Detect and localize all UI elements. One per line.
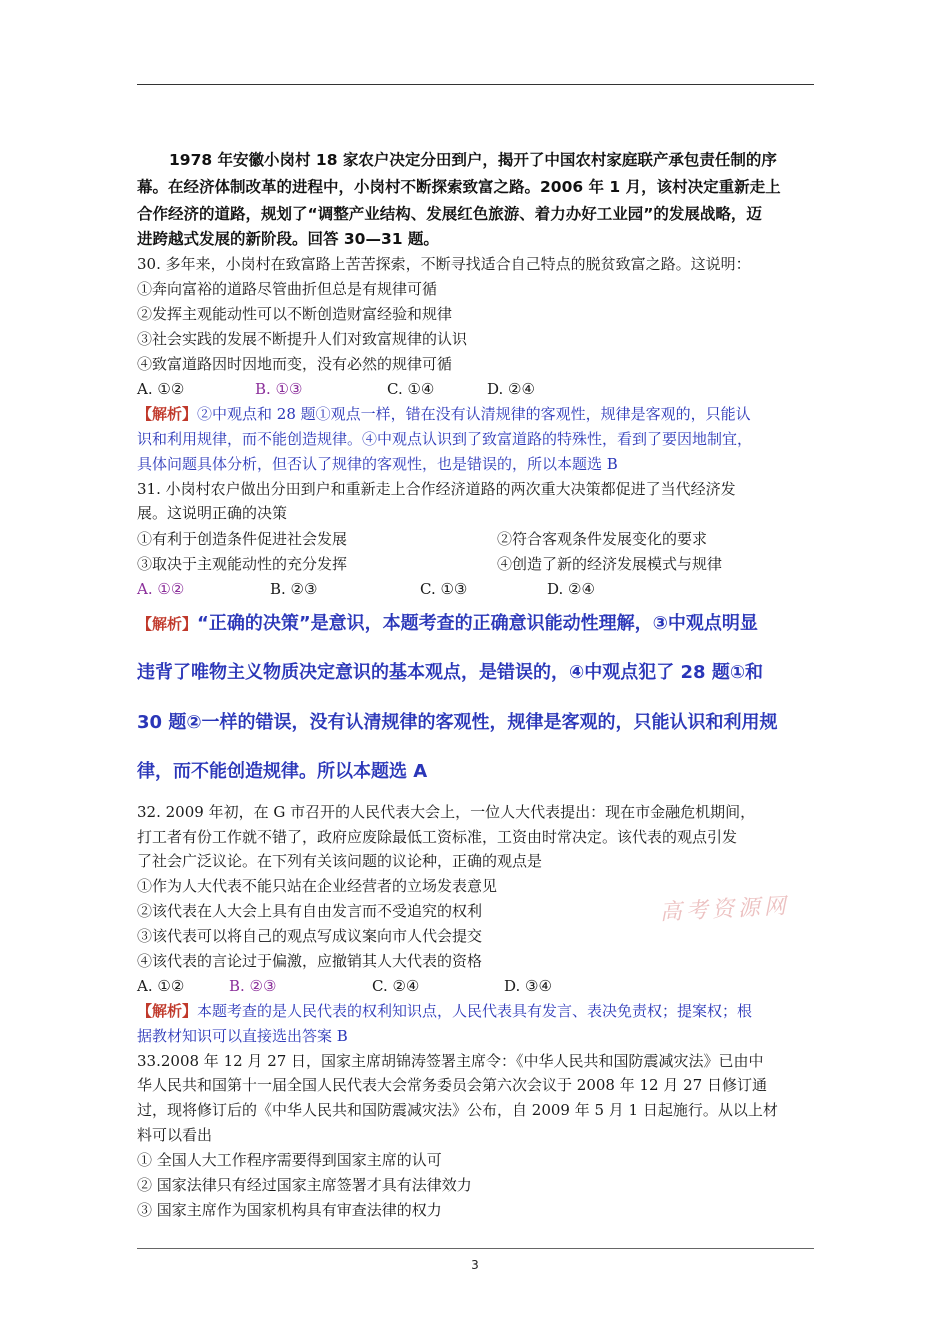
- q31-analysis-line-4: 律，而不能创造规律。所以本题选 A: [137, 761, 428, 782]
- q30-item-3: ③社会实践的发展不断提升人们对致富规律的认识: [137, 330, 468, 348]
- q31-option-d: D. ②④: [547, 580, 595, 598]
- page-number: 3: [471, 1258, 479, 1272]
- q32-item-4: ④该代表的言论过于偏激，应撤销其人大代表的资格: [137, 952, 483, 970]
- intro-line-3: 合作经济的道路，规划了“调整产业结构、发展红色旅游、着力办好工业园”的发展战略，迈: [137, 205, 762, 223]
- q31-analysis-tag: 【解析】: [137, 615, 198, 633]
- watermark-icon: [659, 890, 800, 927]
- q31-item-1: ①有利于创造条件促进社会发展: [137, 530, 348, 548]
- q33-stem-line-1: 33.2008 年 12 月 27 日，国家主席胡锦涛签署主席令：《中华人民共和国防震减灾法》已由中: [137, 1052, 764, 1070]
- q31-stem-line-1: 31. 小岗村农户做出分田到户和重新走上合作经济道路的两次重大决策都促进了当代经济发: [137, 480, 736, 498]
- q31-item-4: ④创造了新的经济发展模式与规律: [497, 555, 723, 573]
- q32-option-b: B. ②③: [229, 977, 277, 995]
- q30-item-1: ①奔向富裕的道路尽管曲折但总是有规律可循: [137, 280, 438, 298]
- q32-analysis-tag: 【解析】: [137, 1002, 198, 1020]
- q32-item-3: ③该代表可以将自己的观点写成议案向市人代会提交: [137, 927, 483, 945]
- q30-option-d: D. ②④: [487, 380, 535, 398]
- q32-option-c: C. ②④: [372, 977, 420, 995]
- q31-option-a: A. ①②: [137, 580, 185, 598]
- q33-stem-line-4: 料可以看出: [137, 1126, 213, 1144]
- q30-analysis-line-2: 识和利用规律，而不能创造规律。④中观点认识到了致富道路的特殊性，看到了要因地制宜，: [137, 430, 753, 448]
- intro-line-4: 进跨越式发展的新阶段。回答 30—31 题。: [137, 230, 439, 248]
- intro-line-1: 1978 年安徽小岗村 18 家农户决定分田到户，揭开了中国农村家庭联产承包责任制的序: [169, 151, 777, 169]
- q31-item-2: ②符合客观条件发展变化的要求: [497, 530, 708, 548]
- q32-stem-line-3: 了社会广泛议论。在下列有关该问题的议论种，正确的观点是: [137, 852, 543, 870]
- intro-line-2: 幕。在经济体制改革的进程中，小岗村不断探索致富之路。2006 年 1 月，该村决定重新走上: [137, 178, 781, 196]
- q32-option-a: A. ①②: [137, 977, 185, 995]
- q33-stem-line-3: 过，现将修订后的《中华人民共和国防震减灾法》公布，自 2009 年 5 月 1 日起施行。从以上材: [137, 1101, 778, 1119]
- q31-analysis-line-1: [137, 612, 758, 636]
- q33-item-3: ③ 国家主席作为国家机构具有审查法律的权力: [137, 1201, 442, 1219]
- q31-item-3: ③取决于主观能动性的充分发挥: [137, 555, 348, 573]
- q33-stem-line-2: 华人民共和国第十一届全国人民代表大会常务委员会第六次会议于 2008 年 12 月 27 日修订通: [137, 1076, 767, 1094]
- q32-item-2: ②该代表在人大会上具有自由发言而不受追究的权利: [137, 902, 483, 920]
- q32-stem-line-2: 打工者有份工作就不错了，政府应废除最低工资标准，工资由时常决定。该代表的观点引发: [137, 828, 738, 846]
- q32-option-d: D. ③④: [504, 977, 552, 995]
- q30-analysis-line-3: 具体问题具体分析，但否认了规律的客观性，也是错误的，所以本题选 B: [137, 455, 618, 473]
- q30-item-4: ④致富道路因时因地而变，没有必然的规律可循: [137, 355, 453, 373]
- q32-analysis-line-2: 据教材知识可以直接选出答案 B: [137, 1027, 348, 1045]
- q30-option-a: A. ①②: [137, 380, 185, 398]
- footer-rule: [137, 1248, 814, 1249]
- q30-stem: 30. 多年来，小岗村在致富路上苦苦探索，不断寻找适合自己特点的脱贫致富之路。这说明：: [137, 255, 751, 273]
- q33-item-1: ① 全国人大工作程序需要得到国家主席的认可: [137, 1151, 442, 1169]
- q31-stem-line-2: 展。这说明正确的决策: [137, 504, 288, 522]
- q32-analysis-text-1: 本题考查的是人民代表的权利知识点，人民代表具有发言、表决免责权；提案权；根: [197, 1002, 753, 1020]
- q31-analysis-line-2: 违背了唯物主义物质决定意识的基本观点，是错误的，④中观点犯了 28 题①和: [137, 662, 764, 683]
- q33-item-2: ② 国家法律只有经过国家主席签署才具有法律效力: [137, 1176, 472, 1194]
- q31-option-b: B. ②③: [270, 580, 318, 598]
- q30-analysis-tag: 【解析】: [137, 405, 198, 423]
- q31-analysis-text-1: “正确的决策”是意识，本题考查的正确意识能动性理解，③中观点明显: [197, 613, 758, 634]
- q32-analysis-line-1: [137, 1001, 752, 1021]
- q32-stem-line-1: 32. 2009 年初，在 G 市召开的人民代表大会上，一位人大代表提出：现在市金融危机期间，: [137, 803, 756, 821]
- q30-analysis-line-1: [137, 404, 751, 424]
- header-rule: [137, 84, 814, 85]
- q30-analysis-text-1: ②中观点和 28 题①观点一样，错在没有认清规律的客观性，规律是客观的，只能认: [197, 405, 751, 423]
- q31-option-c: C. ①③: [420, 580, 468, 598]
- q31-analysis-line-3: 30 题②一样的错误，没有认清规律的客观性，规律是客观的，只能认识和利用规: [137, 712, 778, 733]
- svg-text:高考资源网: 高考资源网: [659, 893, 791, 926]
- q30-option-c: C. ①④: [387, 380, 435, 398]
- watermark-logo: [659, 890, 801, 933]
- q32-item-1: ①作为人大代表不能只站在企业经营者的立场发表意见: [137, 877, 498, 895]
- q30-option-b: B. ①③: [255, 380, 303, 398]
- q30-item-2: ②发挥主观能动性可以不断创造财富经验和规律: [137, 305, 453, 323]
